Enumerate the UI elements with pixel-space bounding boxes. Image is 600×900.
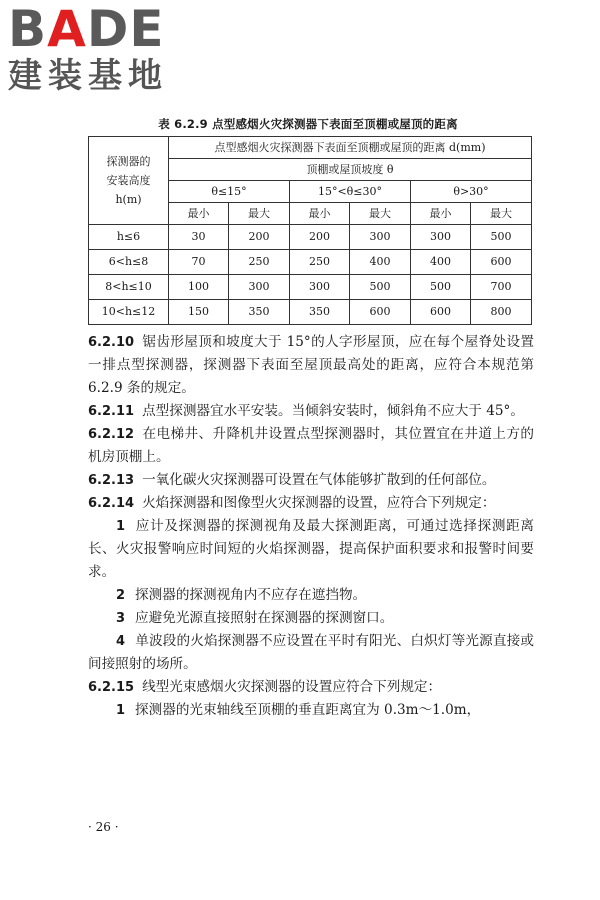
distance-table bbox=[88, 136, 532, 325]
height-cell: 8<h≤10 bbox=[89, 275, 169, 300]
table-caption: 表 6.2.9 点型感烟火灾探测器下表面至顶棚或屋顶的距离 bbox=[158, 117, 458, 131]
clause-paragraph bbox=[88, 492, 534, 515]
table-cell: 200 bbox=[229, 225, 290, 250]
max-header: 最大 bbox=[350, 203, 411, 225]
item-number: 1 bbox=[116, 703, 126, 718]
table-cell: 300 bbox=[350, 225, 411, 250]
table-cell: 400 bbox=[350, 250, 411, 275]
clause-paragraph bbox=[88, 400, 534, 423]
document-body bbox=[88, 331, 534, 722]
table-cell: 250 bbox=[290, 250, 350, 275]
clause-text: 在电梯井、升降机井设置点型探测器时，其位置宜在井道上方的机房顶棚上。 bbox=[88, 426, 534, 465]
list-item bbox=[88, 515, 534, 584]
clause-text: 火焰探测器和图像型火灾探测器的设置，应符合下列规定： bbox=[142, 495, 496, 511]
brand-logo bbox=[8, 0, 178, 96]
height-cell: 10<h≤12 bbox=[89, 300, 169, 325]
table-cell: 200 bbox=[290, 225, 350, 250]
clause-text: 点型探测器宜水平安装。当倾斜安装时，倾斜角不应大于 45°。 bbox=[142, 403, 524, 419]
table-cell: 300 bbox=[290, 275, 350, 300]
table-cell: 400 bbox=[411, 250, 471, 275]
logo-wordmark: BADE bbox=[8, 0, 165, 58]
item-text: 探测器的探测视角内不应存在遮挡物。 bbox=[135, 587, 367, 603]
page-number: · 26 · bbox=[88, 820, 119, 834]
slope-range-header: 15°<θ≤30° bbox=[290, 181, 411, 203]
table-cell: 150 bbox=[169, 300, 229, 325]
table-row bbox=[89, 275, 532, 300]
list-item bbox=[88, 630, 534, 676]
clause-paragraph bbox=[88, 331, 534, 400]
table-cell: 300 bbox=[411, 225, 471, 250]
clause-number: 6.2.12 bbox=[88, 427, 135, 442]
list-item bbox=[88, 607, 534, 630]
slope-range-header: θ≤15° bbox=[169, 181, 290, 203]
slope-range-header: θ>30° bbox=[411, 181, 532, 203]
table-cell: 100 bbox=[169, 275, 229, 300]
distance-header: 点型感烟火灾探测器下表面至顶棚或屋顶的距离 d(mm) bbox=[169, 137, 532, 159]
slope-header: 顶棚或屋顶坡度 θ bbox=[169, 159, 532, 181]
item-number: 3 bbox=[116, 611, 126, 626]
clause-text: 线型光束感烟火灾探测器的设置应符合下列规定： bbox=[142, 679, 442, 695]
table-cell: 30 bbox=[169, 225, 229, 250]
row-header-cell: 探测器的 安装高度 h(m) bbox=[89, 137, 169, 225]
table-cell: 500 bbox=[471, 225, 532, 250]
clause-paragraph bbox=[88, 676, 534, 699]
table-row bbox=[89, 225, 532, 250]
table-cell: 350 bbox=[229, 300, 290, 325]
min-header: 最小 bbox=[290, 203, 350, 225]
table-cell: 70 bbox=[169, 250, 229, 275]
table-cell: 250 bbox=[229, 250, 290, 275]
item-number: 4 bbox=[116, 634, 126, 649]
clause-text: 锯齿形屋顶和坡度大于 15°的人字形屋顶，应在每个屋脊处设置一排点型探测器，探测器下表面至屋顶最高处的距离，应符合本规范第 6.2.9 条的规定。 bbox=[88, 334, 534, 396]
item-text: 探测器的光束轴线至顶棚的垂直距离宜为 0.3m～1.0m， bbox=[135, 702, 481, 718]
table-cell: 500 bbox=[350, 275, 411, 300]
max-header: 最大 bbox=[471, 203, 532, 225]
item-number: 2 bbox=[116, 588, 126, 603]
table-cell: 600 bbox=[471, 250, 532, 275]
table-cell: 600 bbox=[411, 300, 471, 325]
min-header: 最小 bbox=[169, 203, 229, 225]
table-cell: 800 bbox=[471, 300, 532, 325]
clause-number: 6.2.10 bbox=[88, 335, 135, 350]
item-number: 1 bbox=[116, 519, 126, 534]
table-row bbox=[89, 300, 532, 325]
table-row bbox=[89, 250, 532, 275]
height-cell: h≤6 bbox=[89, 225, 169, 250]
item-text: 应避免光源直接照射在探测器的探测窗口。 bbox=[135, 610, 394, 626]
item-text: 单波段的火焰探测器不应设置在平时有阳光、白炽灯等光源直接或间接照射的场所。 bbox=[88, 633, 534, 672]
max-header: 最大 bbox=[229, 203, 290, 225]
table-cell: 600 bbox=[350, 300, 411, 325]
table-cell: 500 bbox=[411, 275, 471, 300]
clause-number: 6.2.11 bbox=[88, 404, 135, 419]
clause-paragraph bbox=[88, 469, 534, 492]
list-item bbox=[88, 584, 534, 607]
clause-number: 6.2.15 bbox=[88, 680, 135, 695]
table-header-row bbox=[89, 137, 532, 159]
logo-subtitle: 建装基地 bbox=[8, 56, 168, 96]
clause-number: 6.2.14 bbox=[88, 496, 135, 511]
height-cell: 6<h≤8 bbox=[89, 250, 169, 275]
clause-paragraph bbox=[88, 423, 534, 469]
clause-number: 6.2.13 bbox=[88, 473, 135, 488]
item-text: 应计及探测器的探测视角及最大探测距离，可通过选择探测距离长、火灾报警响应时间短的火焰探测器，提高保护面积要求和报警时间要求。 bbox=[88, 518, 534, 580]
table-cell: 700 bbox=[471, 275, 532, 300]
table-cell: 300 bbox=[229, 275, 290, 300]
clause-text: 一氧化碳火灾探测器可设置在气体能够扩散到的任何部位。 bbox=[142, 472, 496, 488]
list-item bbox=[88, 699, 534, 722]
min-header: 最小 bbox=[411, 203, 471, 225]
table-cell: 350 bbox=[290, 300, 350, 325]
